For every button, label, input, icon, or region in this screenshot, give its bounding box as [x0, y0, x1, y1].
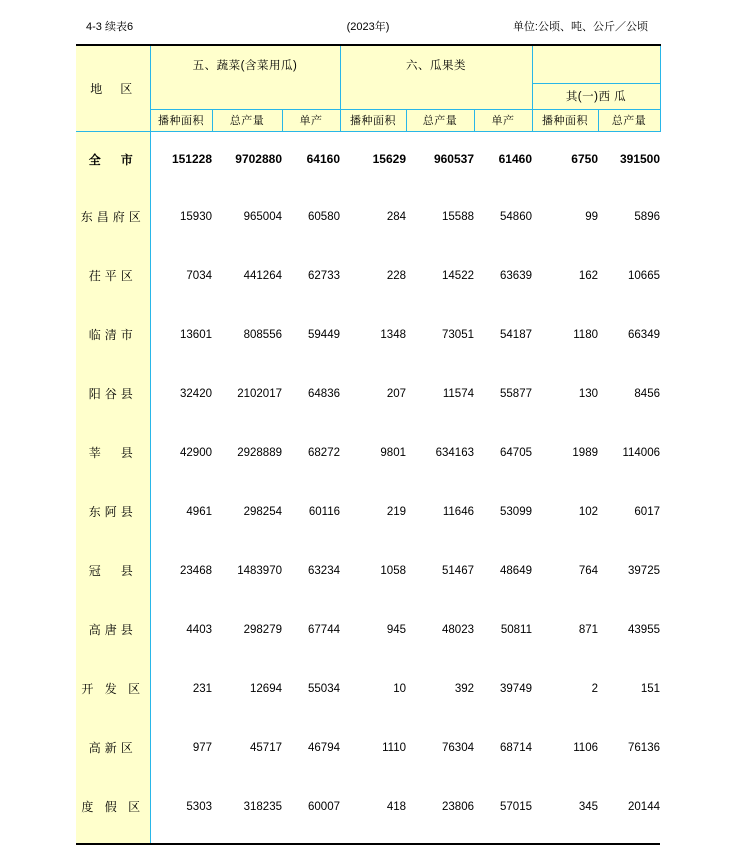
cell-veg-total-output: 2928889 — [237, 446, 282, 459]
table-bottom-rule — [76, 836, 660, 844]
cell-melon-yield: 64705 — [500, 446, 532, 459]
group-header-watermelon: 其(一)西 瓜 — [532, 83, 660, 109]
table-row — [76, 777, 660, 836]
cell-watermelon-sown-area: 102 — [578, 505, 598, 518]
cell-melon-sown-area: 284 — [386, 210, 406, 223]
cell-veg-yield: 46794 — [308, 741, 340, 754]
cell-veg-sown-area: 32420 — [180, 387, 212, 400]
cell-veg-sown-area: 42900 — [180, 446, 212, 459]
cell-veg-sown-area: 4961 — [186, 505, 212, 518]
cell-veg-yield: 64836 — [308, 387, 340, 400]
cell-veg-yield: 60116 — [308, 505, 340, 518]
cell-melon-yield: 68714 — [500, 741, 532, 754]
cell-veg-total-output: 1483970 — [237, 564, 282, 577]
row-region-label: 东昌府区 — [76, 187, 150, 246]
year-label: (2023年) — [346, 21, 390, 33]
cell-veg-sown-area: 4403 — [186, 623, 212, 636]
cell-melon-total-output: 14522 — [442, 269, 474, 282]
cell-melon-total-output: 51467 — [442, 564, 474, 577]
cell-melon-yield: 50811 — [500, 623, 532, 636]
cell-watermelon-sown-area: 6750 — [571, 152, 598, 167]
cell-veg-sown-area: 977 — [192, 741, 212, 754]
cell-watermelon-total-output: 8456 — [634, 387, 660, 400]
cell-melon-yield: 57015 — [500, 800, 532, 813]
cell-veg-sown-area: 231 — [192, 682, 212, 695]
bottom-rule-cell — [598, 836, 660, 844]
cell-melon-total-output: 634163 — [435, 446, 474, 459]
row-region-label: 高新区 — [76, 718, 150, 777]
cell-veg-total-output: 12694 — [250, 682, 282, 695]
cell-melon-total-output: 392 — [454, 682, 474, 695]
col-header-veg-sown-area: 播种面积 — [150, 109, 212, 131]
cell-melon-yield: 61460 — [498, 152, 532, 167]
cell-melon-yield: 54860 — [500, 210, 532, 223]
cell-watermelon-total-output: 20144 — [628, 800, 660, 813]
header-row-columns — [76, 109, 660, 131]
cell-veg-sown-area: 15930 — [180, 210, 212, 223]
statistics-table — [76, 44, 661, 845]
cell-melon-yield: 48649 — [500, 564, 532, 577]
row-region-label: 东阿县 — [76, 482, 150, 541]
group-header-spacer — [532, 45, 660, 83]
cell-melon-sown-area: 228 — [386, 269, 406, 282]
cell-watermelon-sown-area: 764 — [578, 564, 598, 577]
cell-veg-sown-area: 5303 — [186, 800, 212, 813]
bottom-rule-region — [76, 836, 150, 844]
bottom-rule-cell — [406, 836, 474, 844]
cell-veg-total-output: 298254 — [243, 505, 282, 518]
row-region-label: 全 市 — [76, 131, 150, 187]
cell-veg-yield: 55034 — [308, 682, 340, 695]
table-row — [76, 305, 660, 364]
row-region-label: 阳谷县 — [76, 364, 150, 423]
table-row — [76, 187, 660, 246]
cell-melon-total-output: 15588 — [442, 210, 474, 223]
cell-veg-yield: 62733 — [308, 269, 340, 282]
cell-watermelon-sown-area: 1989 — [572, 446, 598, 459]
header-row-subgroup — [76, 83, 660, 109]
cell-melon-sown-area: 1348 — [380, 328, 406, 341]
cell-watermelon-sown-area: 99 — [585, 210, 598, 223]
col-header-melon-yield: 单产 — [474, 109, 532, 131]
row-region-label: 开 发 区 — [76, 659, 150, 718]
cell-watermelon-sown-area: 1180 — [573, 328, 598, 341]
row-region-label: 茌平区 — [76, 246, 150, 305]
cell-watermelon-sown-area: 345 — [578, 800, 598, 813]
cell-melon-sown-area: 207 — [386, 387, 406, 400]
cell-watermelon-total-output: 6017 — [634, 505, 660, 518]
cell-melon-total-output: 48023 — [442, 623, 474, 636]
cell-melon-yield: 39749 — [500, 682, 532, 695]
table-row — [76, 659, 660, 718]
row-region-label: 度 假 区 — [76, 777, 150, 836]
cell-veg-sown-area: 7034 — [186, 269, 212, 282]
cell-watermelon-sown-area: 162 — [578, 269, 598, 282]
col-header-veg-yield: 单产 — [282, 109, 340, 131]
col-header-melon-total-output: 总产量 — [406, 109, 474, 131]
cell-melon-sown-area: 10 — [393, 682, 406, 695]
cell-veg-yield: 60580 — [308, 210, 340, 223]
cell-watermelon-sown-area: 1106 — [573, 741, 598, 754]
cell-watermelon-total-output: 39725 — [628, 564, 660, 577]
bottom-rule-cell — [282, 836, 340, 844]
cell-melon-yield: 53099 — [500, 505, 532, 518]
cell-melon-sown-area: 418 — [386, 800, 406, 813]
cell-veg-total-output: 965004 — [243, 210, 282, 223]
cell-melon-yield: 55877 — [500, 387, 532, 400]
cell-melon-sown-area: 1058 — [380, 564, 406, 577]
table-row — [76, 246, 660, 305]
bottom-rule-cell — [212, 836, 282, 844]
table-number-label: 4-3 续表6 — [86, 21, 134, 33]
cell-veg-yield: 68272 — [308, 446, 340, 459]
subgroup-spacer-melons — [340, 83, 532, 109]
bottom-rule-cell — [532, 836, 598, 844]
cell-veg-yield: 64160 — [306, 152, 340, 167]
cell-watermelon-total-output: 114006 — [622, 446, 660, 459]
cell-watermelon-sown-area: 871 — [578, 623, 598, 636]
cell-watermelon-total-output: 151 — [640, 682, 660, 695]
bottom-rule-cell — [150, 836, 212, 844]
table-row — [76, 541, 660, 600]
table-body — [76, 131, 660, 844]
unit-note-label: 单位:公顷、吨、公斤／公顷 — [512, 21, 648, 33]
col-header-melon-sown-area: 播种面积 — [340, 109, 406, 131]
row-region-label: 临清市 — [76, 305, 150, 364]
cell-veg-total-output: 808556 — [243, 328, 282, 341]
cell-melon-total-output: 73051 — [442, 328, 474, 341]
cell-melon-sown-area: 945 — [386, 623, 406, 636]
table-row — [76, 364, 660, 423]
header-row-groups — [76, 45, 660, 83]
cell-melon-yield: 63639 — [500, 269, 532, 282]
table-row — [76, 131, 660, 187]
cell-watermelon-sown-area: 130 — [578, 387, 598, 400]
col-header-watermelon-sown-area: 播种面积 — [532, 109, 598, 131]
bottom-rule-cell — [474, 836, 532, 844]
cell-watermelon-total-output: 391500 — [619, 152, 660, 167]
cell-veg-total-output: 45717 — [250, 741, 282, 754]
cell-veg-sown-area: 151228 — [171, 152, 212, 167]
table-row — [76, 482, 660, 541]
cell-melon-total-output: 23806 — [442, 800, 474, 813]
cell-melon-sown-area: 9801 — [380, 446, 406, 459]
cell-veg-total-output: 9702880 — [235, 152, 282, 167]
cell-veg-yield: 63234 — [308, 564, 340, 577]
cell-watermelon-total-output: 76136 — [628, 741, 660, 754]
cell-melon-total-output: 76304 — [442, 741, 474, 754]
cell-watermelon-total-output: 5896 — [634, 210, 660, 223]
cell-watermelon-total-output: 66349 — [628, 328, 660, 341]
row-region-label: 高唐县 — [76, 600, 150, 659]
cell-melon-total-output: 11646 — [442, 505, 474, 518]
cell-melon-total-output: 11574 — [442, 387, 474, 400]
cell-veg-total-output: 298279 — [243, 623, 282, 636]
cell-melon-yield: 54187 — [500, 328, 532, 341]
page-header — [0, 18, 736, 34]
cell-veg-sown-area: 13601 — [180, 328, 212, 341]
cell-melon-sown-area: 15629 — [372, 152, 406, 167]
table-row — [76, 718, 660, 777]
cell-veg-total-output: 2102017 — [237, 387, 282, 400]
cell-veg-yield: 60007 — [308, 800, 340, 813]
row-region-label: 冠 县 — [76, 541, 150, 600]
cell-veg-yield: 67744 — [308, 623, 340, 636]
group-header-melons: 六、瓜果类 — [340, 45, 532, 83]
col-header-veg-total-output: 总产量 — [212, 109, 282, 131]
subgroup-spacer-vegetables — [150, 83, 340, 109]
cell-watermelon-total-output: 10665 — [628, 269, 660, 282]
cell-veg-yield: 59449 — [308, 328, 340, 341]
cell-melon-sown-area: 219 — [386, 505, 406, 518]
table-row — [76, 423, 660, 482]
row-region-label: 莘 县 — [76, 423, 150, 482]
bottom-rule-cell — [340, 836, 406, 844]
cell-watermelon-total-output: 43955 — [628, 623, 660, 636]
group-header-vegetables: 五、蔬菜(含菜用瓜) — [150, 45, 340, 83]
cell-veg-total-output: 441264 — [243, 269, 282, 282]
region-column-header: 地 区 — [76, 45, 150, 131]
cell-veg-sown-area: 23468 — [180, 564, 212, 577]
cell-veg-total-output: 318235 — [243, 800, 282, 813]
cell-melon-total-output: 960537 — [433, 152, 474, 167]
col-header-watermelon-total-output: 总产量 — [598, 109, 660, 131]
table-row — [76, 600, 660, 659]
cell-watermelon-sown-area: 2 — [591, 682, 598, 695]
cell-melon-sown-area: 1110 — [382, 741, 406, 754]
